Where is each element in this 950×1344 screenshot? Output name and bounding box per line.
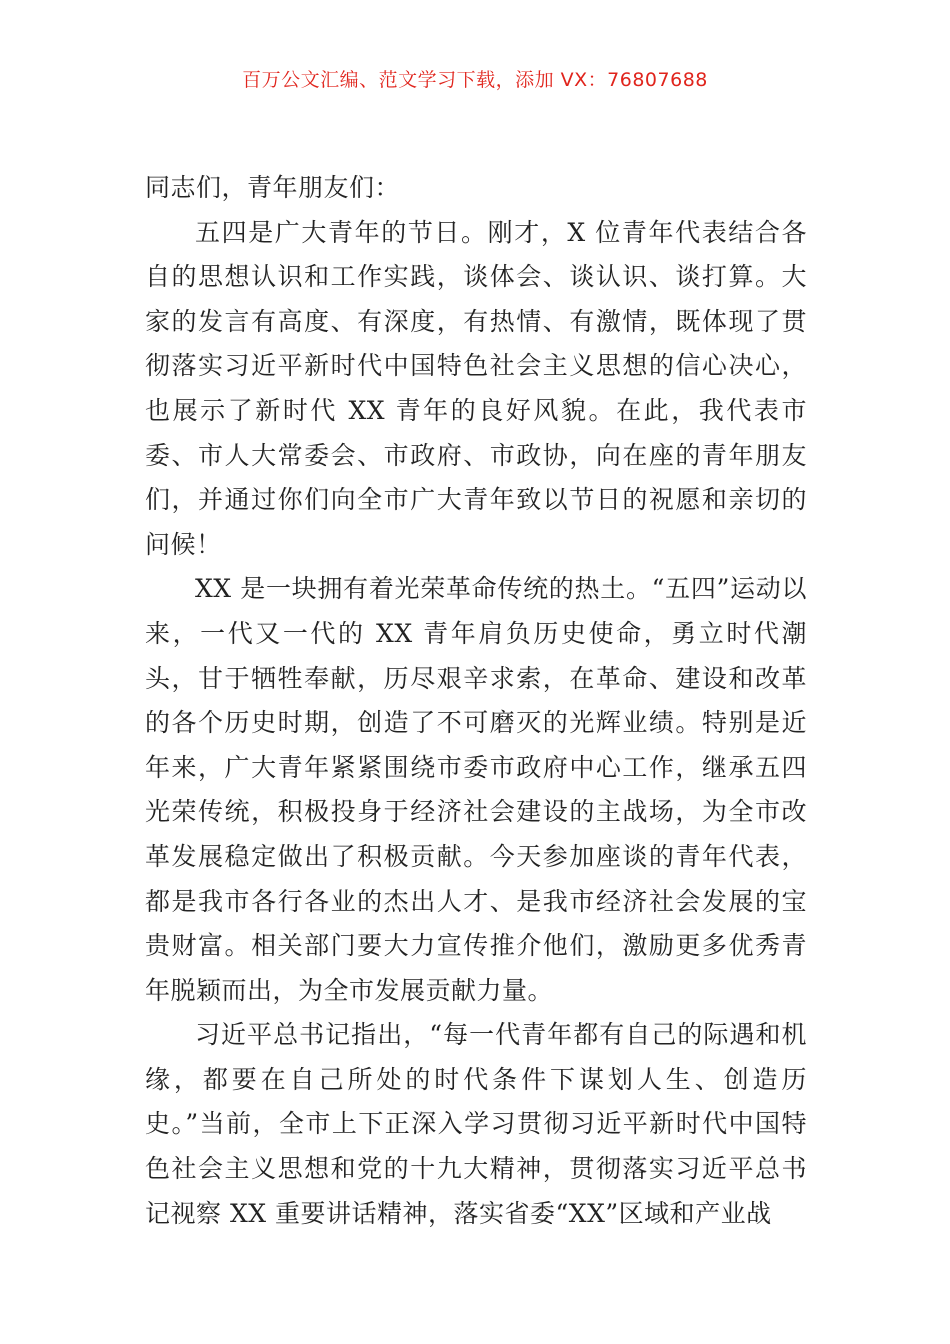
paragraph-youth-day: 五四是广大青年的节日。刚才，X 位青年代表结合各自的思想认识和工作实践，谈体会、谈认识、谈打算。大家的发言有高度、有深度，有热情、有激情，既体现了贯彻落实习近平新时代中国特色社会主义思想的信心决心，也展示了新时代 XX 青年的良好风貌。在此，我代表市委、市人大常委会、市政府、市政协，向在座的青年朋友们，并通过你们向全市广大青年致以节日的祝愿和亲切的问候！	[145, 217, 807, 559]
download-notice-header: 百万公文汇编、范文学习下载，添加 VX：76807688	[242, 69, 708, 91]
paragraph-general-secretary-quote: 习近平总书记指出，“每一代青年都有自己的际遇和机缘，都要在自己所处的时代条件下谋划人生、创造历史。”当前，全市上下正深入学习贯彻习近平新时代中国特色社会主义思想和党的十九大精神，贯彻落实习近平总书记视察 XX 重要讲话精神，落实省委“XX”区域和产业战	[145, 1020, 807, 1228]
speech-body	[145, 166, 807, 1236]
salutation: 同志们，青年朋友们：	[145, 173, 401, 202]
paragraph-revolutionary-tradition: XX 是一块拥有着光荣革命传统的热土。“五四”运动以来，一代又一代的 XX 青年肩负历史使命，勇立时代潮头，甘于牺牲奉献，历尽艰辛求索，在革命、建设和改革的各个历史时期，创造了不可磨灭的光辉业绩。特别是近年来，广大青年紧紧围绕市委市政府中心工作，继承五四光荣传统，积极投身于经济社会建设的主战场，为全市改革发展稳定做出了积极贡献。今天参加座谈的青年代表，都是我市各行各业的杰出人才、是我市经济社会发展的宝贵财富。相关部门要大力宣传推介他们，激励更多优秀青年脱颖而出，为全市发展贡献力量。	[145, 574, 807, 1005]
